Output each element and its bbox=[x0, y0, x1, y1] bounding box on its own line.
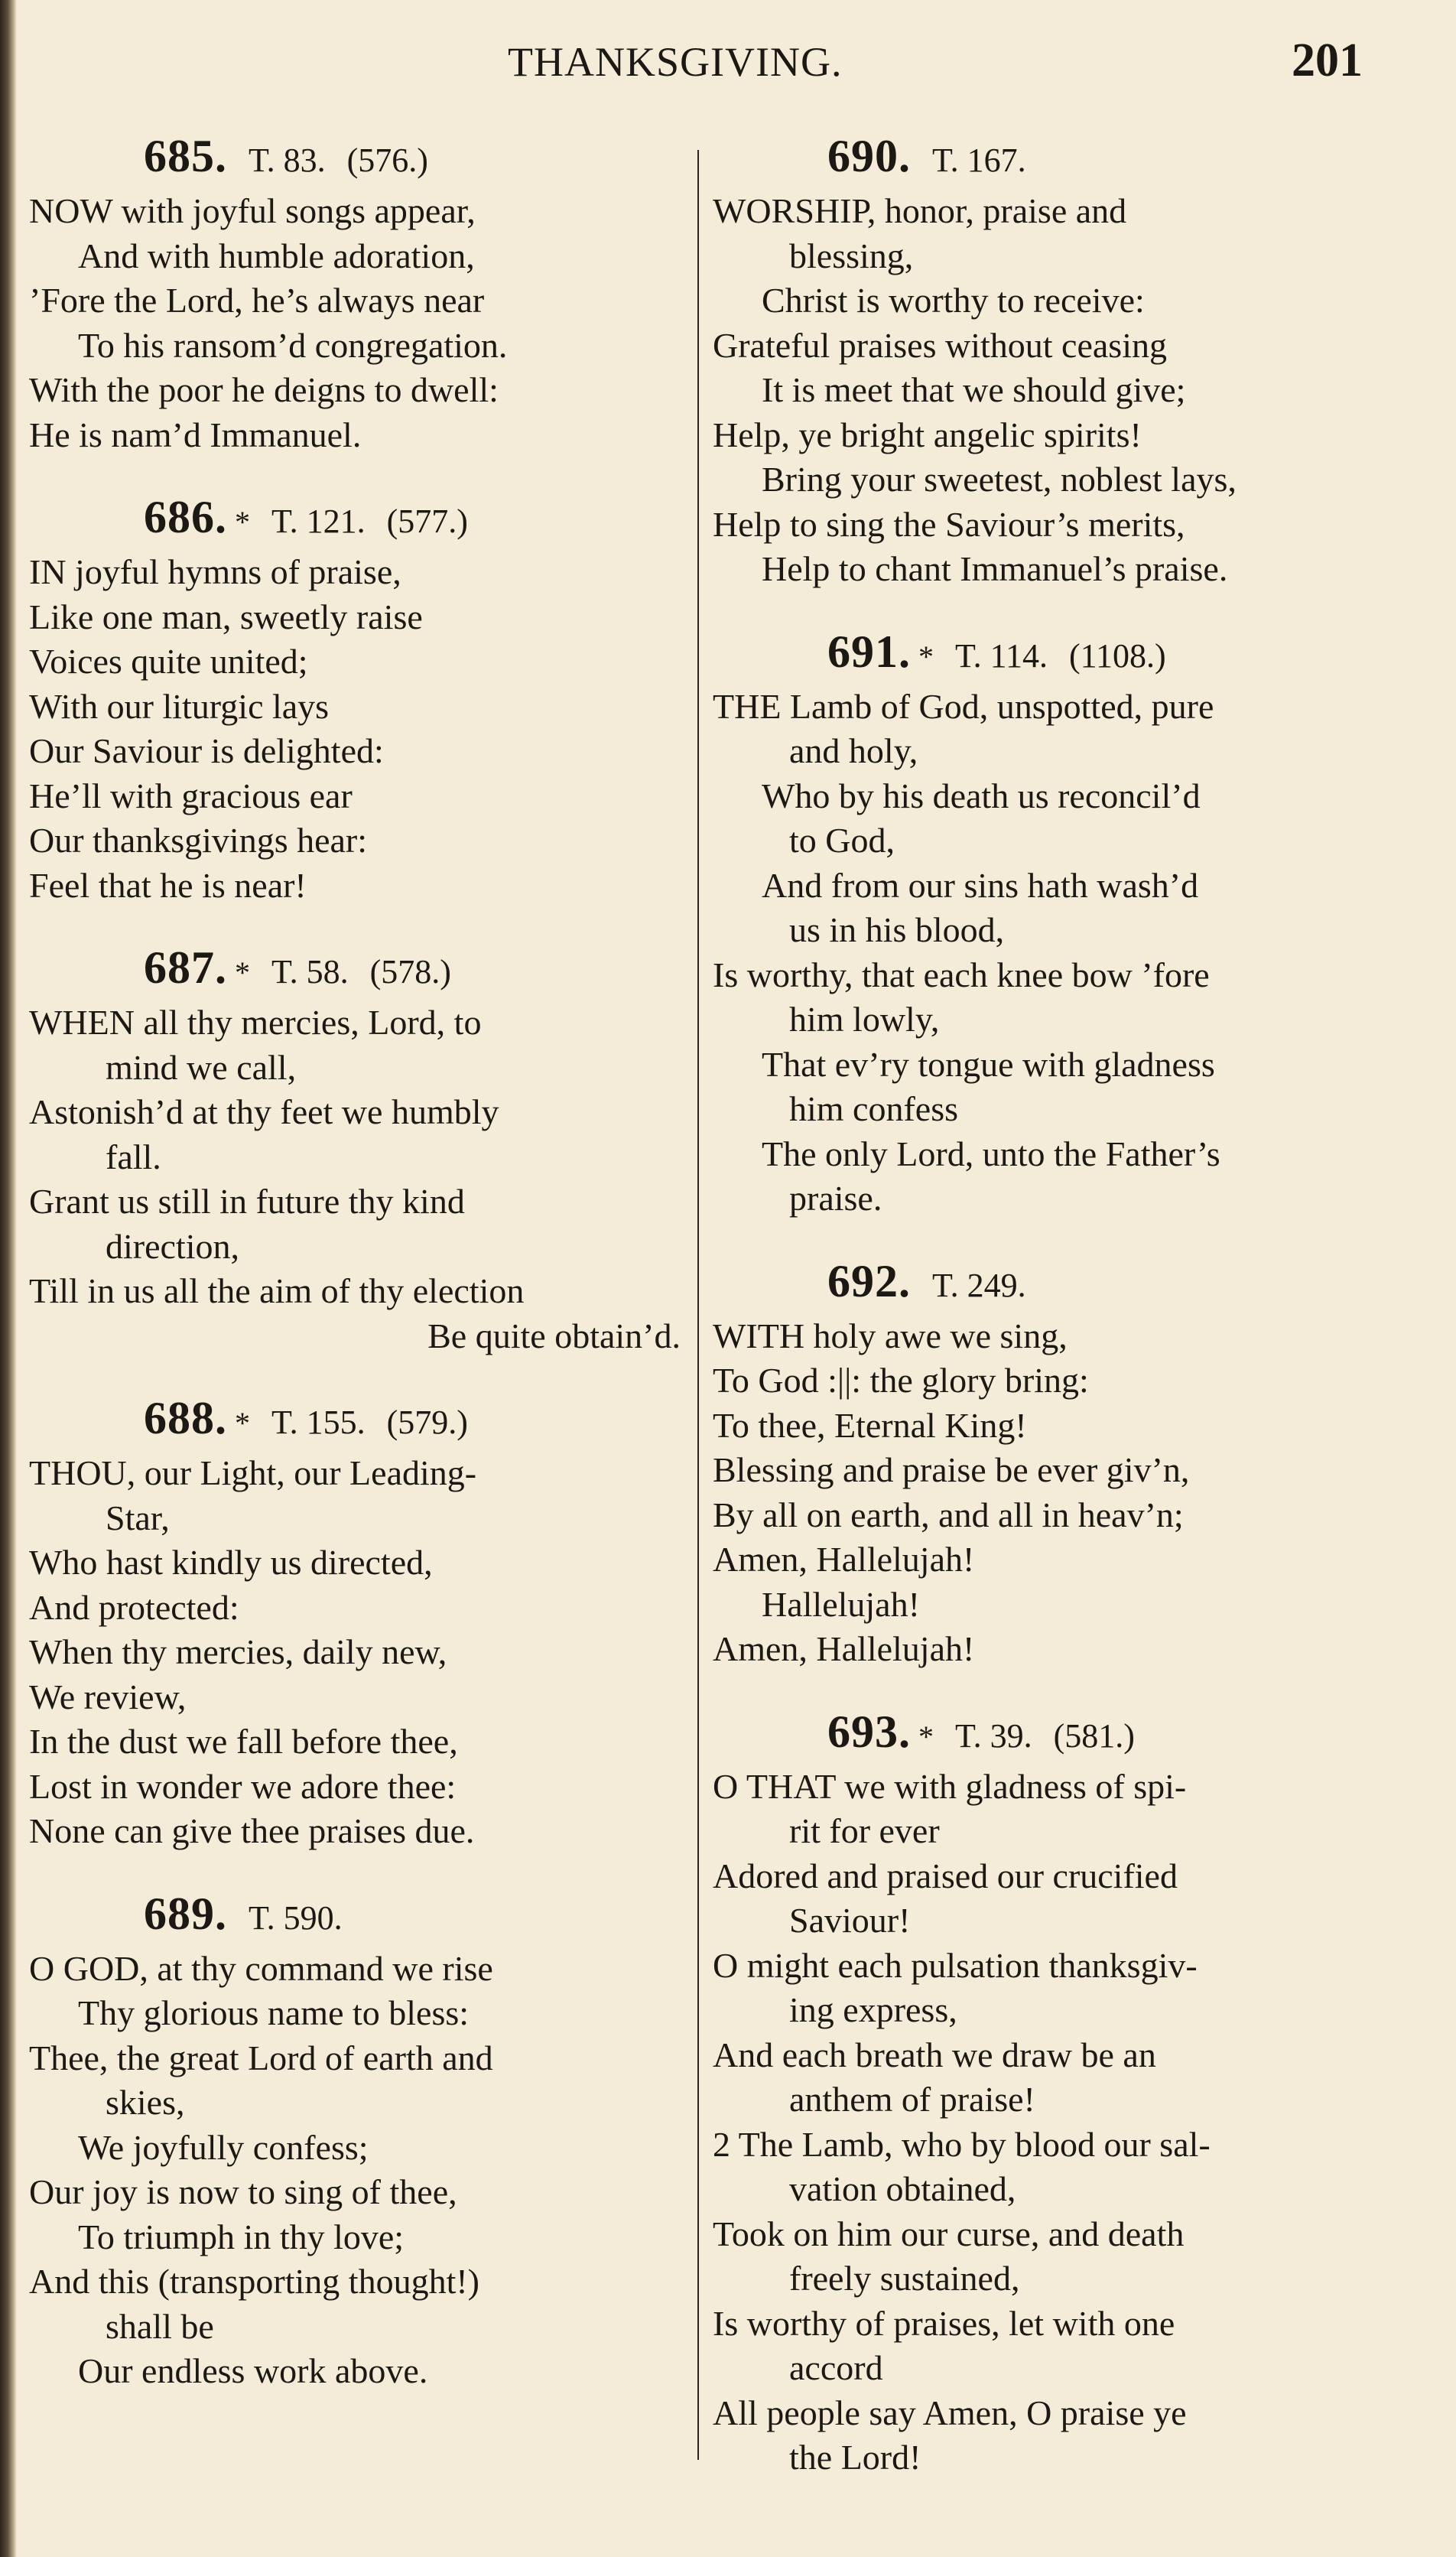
verse-line: the Lord! bbox=[789, 2438, 921, 2477]
verse-line: Be quite obtain’d. bbox=[427, 1316, 681, 1355]
verse-line: None can give thee praises due. bbox=[29, 1811, 475, 1850]
verse-line: By all on earth, and all in heav’n; bbox=[713, 1495, 1184, 1534]
hymn-number: 693. bbox=[827, 1706, 911, 1757]
verse-line: Took on him our curse, and death bbox=[713, 2214, 1185, 2253]
verse-line: Bring your sweetest, noblest lays, bbox=[762, 460, 1237, 499]
verse-line: Hallelujah! bbox=[762, 1584, 920, 1624]
verse-line: And from our sins hath wash’d bbox=[762, 865, 1199, 905]
verse-line: IN joyful hymns of praise, bbox=[29, 552, 401, 591]
verse-line: NOW with joyful songs appear, bbox=[29, 191, 476, 230]
verse-line: We review, bbox=[29, 1677, 187, 1716]
verse-line: To his ransom’d congregation. bbox=[78, 325, 508, 365]
hymn-heading bbox=[29, 130, 687, 183]
tune-reference: T. 167. bbox=[932, 142, 1026, 179]
left-column bbox=[29, 130, 687, 2428]
running-title: THANKSGIVING. bbox=[508, 39, 843, 85]
hymn-number: 689. bbox=[144, 1888, 227, 1939]
cross-reference: (577.) bbox=[386, 503, 468, 540]
hymn-heading bbox=[29, 1888, 687, 1941]
cross-reference: (576.) bbox=[346, 142, 428, 179]
verse-line: us in his blood, bbox=[789, 910, 1005, 949]
hymn-verse bbox=[713, 189, 1370, 592]
verse-line: Thy glorious name to bless: bbox=[78, 1993, 470, 2032]
asterisk-mark: * bbox=[918, 639, 934, 674]
page-number: 201 bbox=[1292, 34, 1363, 86]
hymn-verse bbox=[713, 685, 1370, 1222]
verse-line: Amen, Hallelujah! bbox=[713, 1540, 975, 1579]
tune-reference: T. 83. bbox=[249, 142, 326, 179]
verse-line: WORSHIP, honor, praise and bbox=[713, 191, 1127, 230]
verse-line: Astonish’d at thy feet we humbly bbox=[29, 1092, 499, 1131]
verse-line: ’Fore the Lord, he’s always near bbox=[29, 281, 485, 320]
verse-line: him confess bbox=[789, 1089, 959, 1128]
verse-line: It is meet that we should give; bbox=[762, 370, 1186, 409]
hymn bbox=[713, 626, 1370, 1222]
verse-line: Who by his death us reconcil’d bbox=[762, 776, 1201, 815]
verse-line: blessing, bbox=[789, 236, 914, 275]
cross-reference: (1108.) bbox=[1068, 636, 1166, 675]
verse-line: To God :||: the glory bring: bbox=[713, 1361, 1089, 1400]
verse-line: anthem of praise! bbox=[789, 2080, 1035, 2119]
verse-line: With our liturgic lays bbox=[29, 686, 330, 726]
verse-line: With the poor he deigns to dwell: bbox=[29, 370, 499, 409]
verse-line: Who hast kindly us directed, bbox=[29, 1543, 433, 1582]
verse-line: Lost in wonder we adore thee: bbox=[29, 1766, 457, 1806]
tune-reference: T. 58. bbox=[271, 953, 349, 991]
verse-line: That ev’ry tongue with gladness bbox=[762, 1044, 1215, 1084]
verse-line: ing express, bbox=[789, 1990, 957, 2029]
verse-line: THOU, our Light, our Leading- bbox=[29, 1453, 477, 1492]
hymn-number: 687. bbox=[144, 942, 227, 993]
tune-reference: T. 155. bbox=[271, 1404, 366, 1441]
verse-line: him lowly, bbox=[789, 1000, 940, 1039]
hymn-verse bbox=[713, 1314, 1370, 1672]
hymn-number: 690. bbox=[827, 131, 911, 181]
verse-line: praise. bbox=[789, 1179, 882, 1218]
verse-line: In the dust we fall before thee, bbox=[29, 1722, 458, 1761]
tune-reference: T. 249. bbox=[932, 1266, 1026, 1304]
verse-line: and holy, bbox=[789, 731, 918, 770]
verse-line: O might each pulsation thanksgiv- bbox=[713, 1945, 1198, 1985]
hymn-heading bbox=[29, 942, 687, 994]
verse-line: mind we call, bbox=[106, 1047, 297, 1087]
verse-line: To thee, Eternal King! bbox=[713, 1405, 1027, 1445]
verse-line: direction, bbox=[106, 1226, 239, 1266]
asterisk-mark: * bbox=[235, 1406, 250, 1440]
tune-reference: T. 590. bbox=[249, 1898, 343, 1937]
hymn-heading bbox=[713, 130, 1370, 183]
tune-reference: T. 121. bbox=[271, 503, 366, 540]
verse-line: Our joy is now to sing of thee, bbox=[29, 2172, 457, 2211]
cross-reference: (579.) bbox=[386, 1404, 468, 1441]
verse-line: Help to chant Immanuel’s praise. bbox=[762, 549, 1228, 588]
verse-line: Is worthy of praises, let with one bbox=[713, 2303, 1175, 2343]
hymn bbox=[713, 1706, 1370, 2481]
asterisk-mark: * bbox=[235, 955, 250, 990]
asterisk-mark: * bbox=[235, 505, 250, 539]
hymn-heading bbox=[29, 1392, 687, 1445]
verse-line: Amen, Hallelujah! bbox=[713, 1629, 975, 1668]
verse-line: rit for ever bbox=[789, 1811, 940, 1850]
verse-line: To triumph in thy love; bbox=[78, 2217, 405, 2256]
verse-line: fall. bbox=[106, 1137, 161, 1176]
asterisk-mark: * bbox=[918, 1719, 934, 1754]
verse-line: And each breath we draw be an bbox=[713, 2035, 1156, 2074]
verse-line: Christ is worthy to receive: bbox=[762, 281, 1145, 320]
verse-line: Our thanksgivings hear: bbox=[29, 821, 368, 860]
verse-line: freely sustained, bbox=[789, 2259, 1020, 2298]
cross-reference: (578.) bbox=[369, 953, 451, 991]
verse-line: All people say Amen, O praise ye bbox=[713, 2393, 1187, 2432]
verse-line: WITH holy awe we sing, bbox=[713, 1316, 1068, 1355]
verse-line: O GOD, at thy command we rise bbox=[29, 1948, 493, 1988]
verse-line: He’ll with gracious ear bbox=[29, 776, 353, 815]
verse-line: Like one man, sweetly raise bbox=[29, 597, 423, 636]
verse-line: vation obtained, bbox=[789, 2169, 1016, 2208]
verse-line: Blessing and praise be ever giv’n, bbox=[713, 1450, 1190, 1489]
hymn bbox=[29, 1888, 687, 2394]
hymn-verse bbox=[29, 1451, 687, 1854]
verse-line: Is worthy, that each knee bow ’fore bbox=[713, 955, 1210, 994]
hymn bbox=[29, 491, 687, 908]
hymn-number: 688. bbox=[144, 1393, 227, 1443]
verse-line: WHEN all thy mercies, Lord, to bbox=[29, 1003, 482, 1042]
verse-line: Grateful praises without ceasing bbox=[713, 325, 1167, 365]
verse-line: He is nam’d Immanuel. bbox=[29, 415, 362, 454]
verse-line: Voices quite united; bbox=[29, 642, 308, 681]
verse-line: Feel that he is near! bbox=[29, 865, 307, 905]
hymn-verse bbox=[713, 1765, 1370, 2481]
hymn bbox=[713, 130, 1370, 592]
verse-line: 2 The Lamb, who by blood our sal- bbox=[713, 2124, 1211, 2164]
hymn-number: 691. bbox=[827, 626, 911, 677]
hymn-verse bbox=[29, 1000, 687, 1358]
verse-line: Grant us still in future thy kind bbox=[29, 1182, 465, 1221]
hymn-verse bbox=[29, 189, 687, 457]
verse-line: skies, bbox=[106, 2083, 185, 2122]
hymn-verse bbox=[29, 550, 687, 908]
hymn-heading bbox=[713, 1706, 1370, 1758]
verse-line: Till in us all the aim of thy election bbox=[29, 1271, 525, 1310]
verse-line: The only Lord, unto the Father’s bbox=[762, 1134, 1220, 1173]
page-header bbox=[0, 34, 1456, 99]
column-divider bbox=[697, 150, 699, 2460]
verse-line: Help, ye bright angelic spirits! bbox=[713, 415, 1142, 454]
verse-line: O THAT we with gladness of spi- bbox=[713, 1766, 1187, 1806]
verse-line: When thy mercies, daily new, bbox=[29, 1632, 447, 1671]
hymn-verse bbox=[29, 1947, 687, 2394]
tune-reference: T. 114. bbox=[955, 636, 1048, 675]
verse-line: And protected: bbox=[29, 1587, 239, 1627]
verse-line: Help to sing the Saviour’s merits, bbox=[713, 504, 1185, 544]
verse-line: THE Lamb of God, unspotted, pure bbox=[713, 686, 1214, 726]
verse-line: Adored and praised our crucified bbox=[713, 1856, 1178, 1895]
hymn-heading bbox=[713, 1255, 1370, 1308]
verse-line: Our Saviour is delighted: bbox=[29, 731, 384, 770]
hymn bbox=[713, 1255, 1370, 1672]
verse-line: And this (transporting thought!) bbox=[29, 2262, 479, 2301]
hymn bbox=[29, 130, 687, 457]
verse-line: And with humble adoration, bbox=[78, 236, 475, 275]
verse-line: Our endless work above. bbox=[78, 2351, 428, 2390]
hymn bbox=[29, 1392, 687, 1854]
hymn-heading bbox=[29, 491, 687, 544]
right-column bbox=[713, 130, 1370, 2514]
hymn bbox=[29, 942, 687, 1358]
verse-line: We joyfully confess; bbox=[78, 2127, 369, 2167]
cross-reference: (581.) bbox=[1053, 1716, 1135, 1755]
hymn-heading bbox=[713, 626, 1370, 678]
hymn-number: 686. bbox=[144, 492, 227, 542]
verse-line: Saviour! bbox=[789, 1901, 911, 1940]
verse-line: Star, bbox=[106, 1498, 170, 1537]
verse-line: to God, bbox=[789, 821, 895, 860]
book-binding-edge bbox=[0, 0, 17, 2557]
hymn-number: 692. bbox=[827, 1255, 911, 1306]
hymn-number: 685. bbox=[144, 131, 227, 181]
verse-line: accord bbox=[789, 2348, 883, 2387]
verse-line: shall be bbox=[106, 2306, 214, 2346]
verse-line: Thee, the great Lord of earth and bbox=[29, 2038, 493, 2077]
tune-reference: T. 39. bbox=[955, 1716, 1032, 1755]
